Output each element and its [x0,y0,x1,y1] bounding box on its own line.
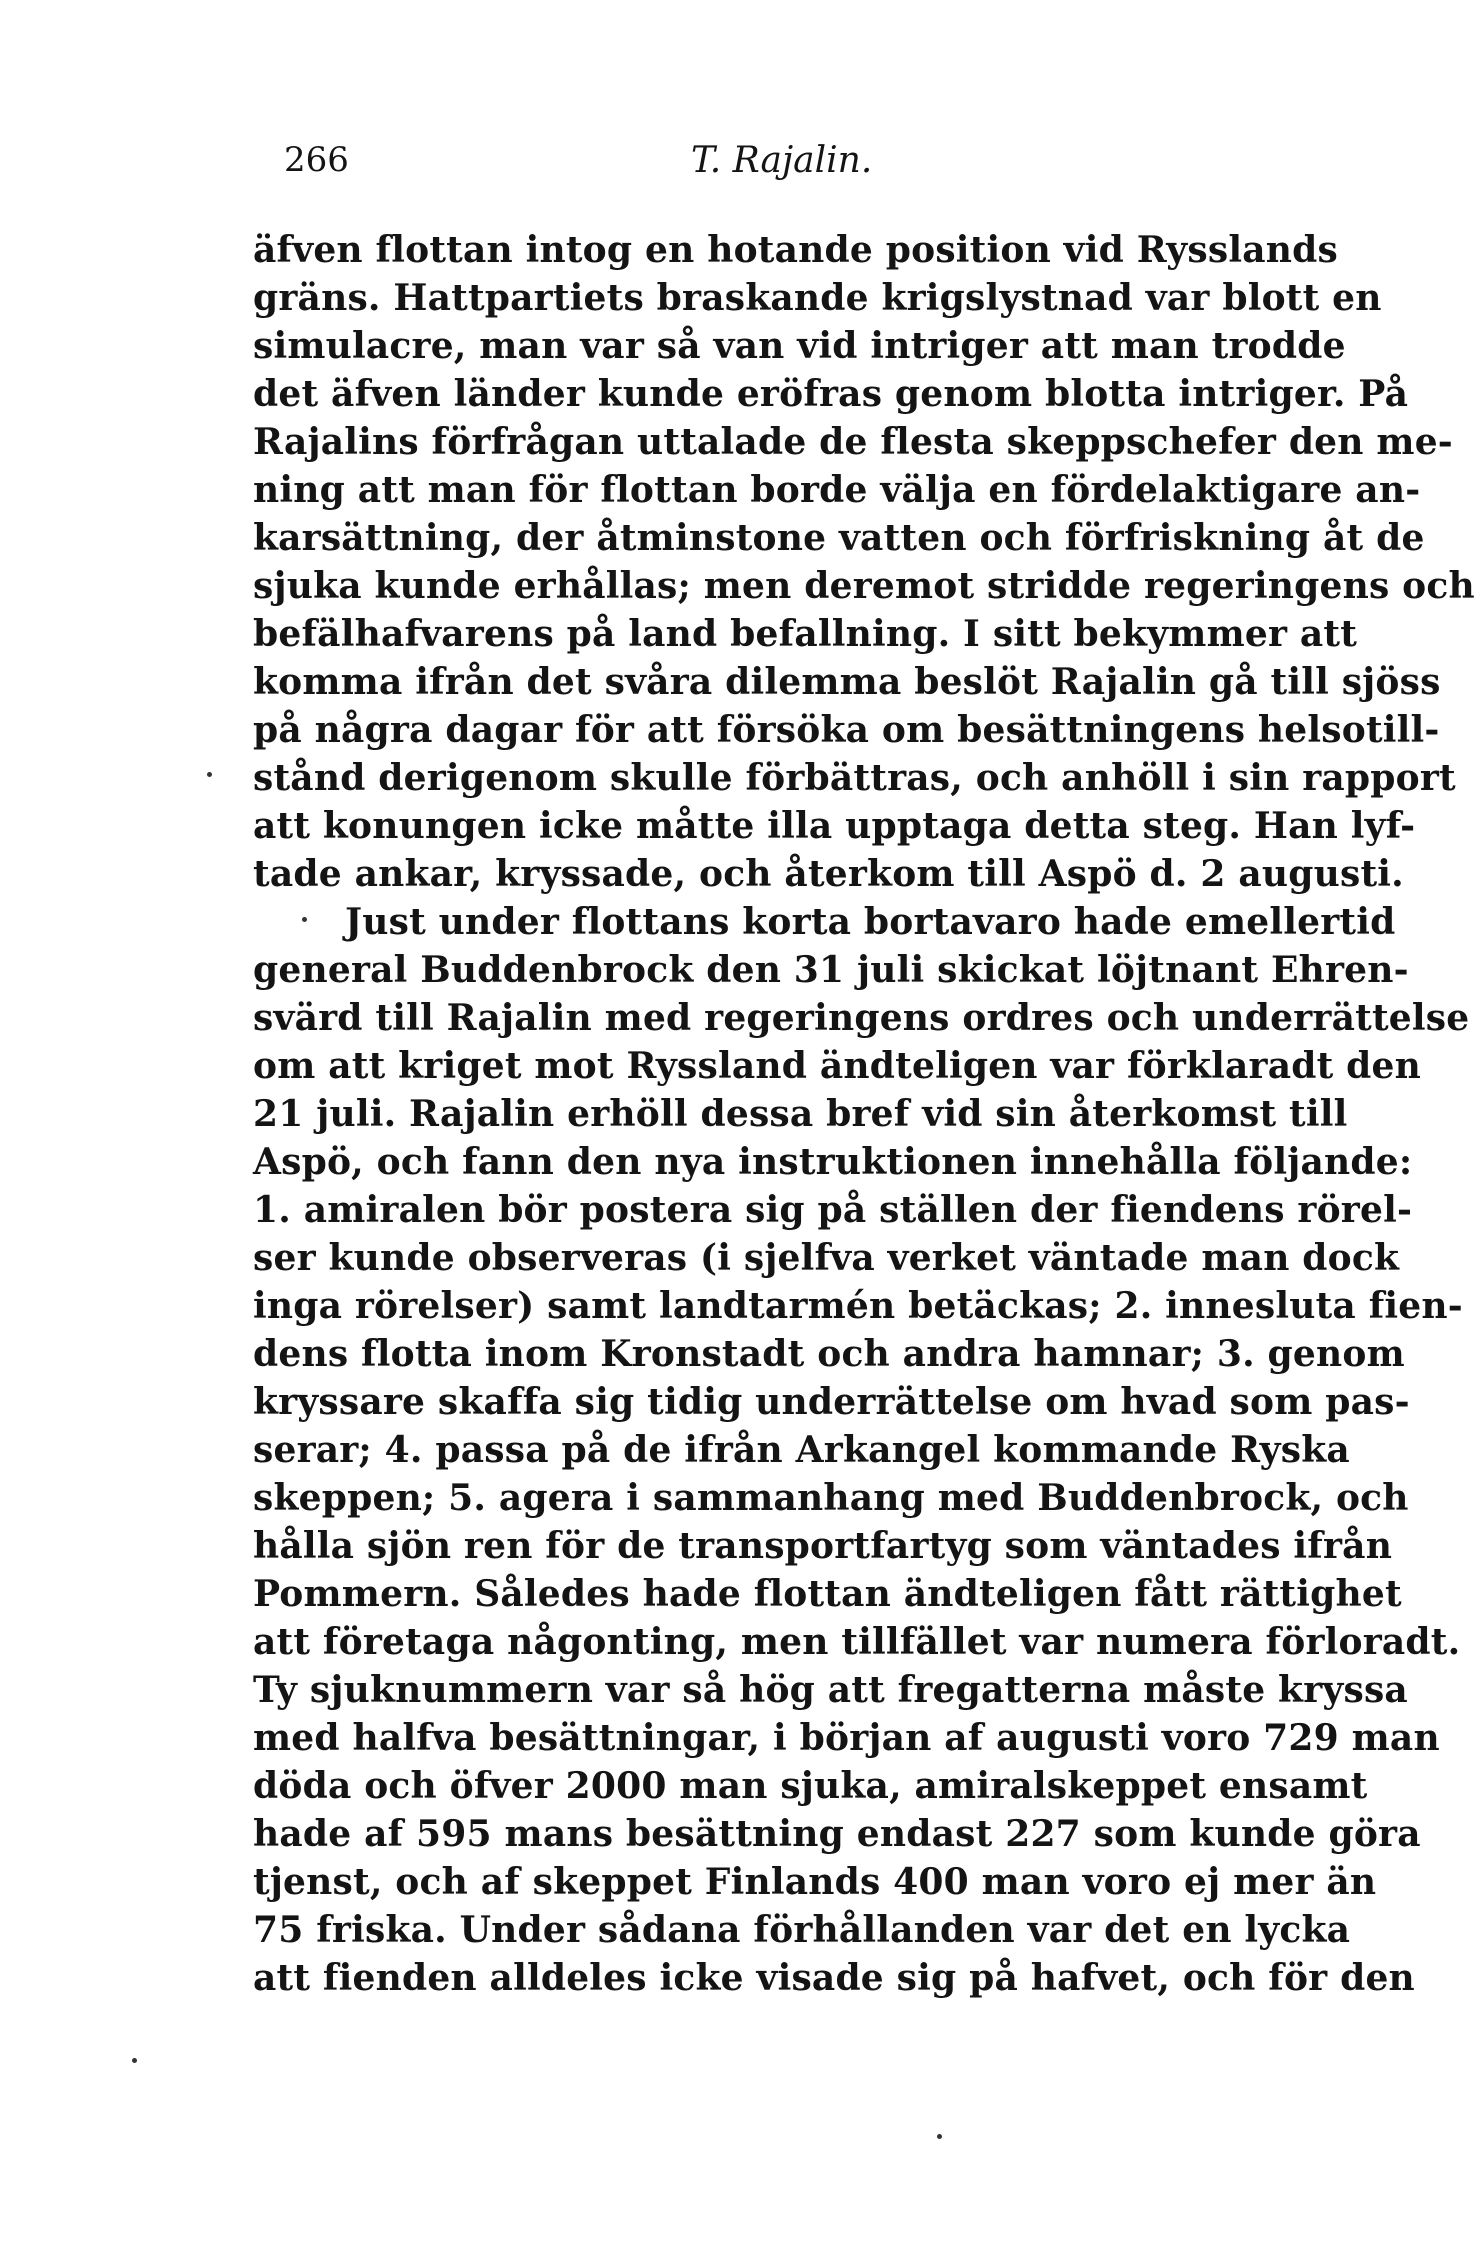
text-line: tjenst, och af skeppet Finlands 400 man voro ej mer än [253,1861,1377,1903]
text-line: befälhafvarens på land befallning. I sitt bekymmer att [253,613,1358,655]
paper-speck [132,2058,137,2063]
text-line: att konungen icke måtte illa upptaga detta steg. Han lyf- [253,805,1416,847]
text-line: 1. amiralen bör postera sig på ställen der fiendens rörel- [253,1189,1413,1231]
text-line: sjuka kunde erhållas; men deremot stridde regeringens och [253,565,1475,607]
paper-speck [207,772,212,777]
text-line: Just under flottans korta bortavaro hade emellertid [345,901,1396,943]
text-line: döda och öfver 2000 man sjuka, amiralskeppet ensamt [253,1765,1368,1807]
text-line: på några dagar för att försöka om besättningens helsotill- [253,709,1440,751]
text-line: simulacre, man var så van vid intriger att man trodde [253,325,1346,367]
paper-speck [937,2134,942,2139]
text-line: kryssare skaffa sig tidig underrättelse om hvad som pas- [253,1381,1410,1423]
text-line: svärd till Rajalin med regeringens ordres och underrättelse [253,997,1470,1039]
text-line: ser kunde observeras (i sjelfva verket väntade man dock [253,1237,1400,1279]
text-line: skeppen; 5. agera i sammanhang med Buddenbrock, och [253,1477,1409,1519]
text-line: komma ifrån det svåra dilemma beslöt Rajalin gå till sjöss [253,661,1441,703]
text-line: med halfva besättningar, i början af augusti voro 729 man [253,1717,1440,1759]
text-line: inga rörelser) samt landtarmén betäckas; 2. innesluta fien- [253,1285,1463,1327]
text-line: serar; 4. passa på de ifrån Arkangel kommande Ryska [253,1429,1350,1471]
text-line: dens flotta inom Kronstadt och andra hamnar; 3. genom [253,1333,1405,1375]
text-line: 21 juli. Rajalin erhöll dessa bref vid sin återkomst till [253,1093,1348,1135]
text-line: hade af 595 mans besättning endast 227 som kunde göra [253,1813,1421,1855]
text-line: tade ankar, kryssade, och återkom till Aspö d. 2 augusti. [253,853,1404,895]
running-head: T. Rajalin. [691,140,873,181]
text-line: Rajalins förfrågan uttalade de flesta skeppschefer den me- [253,421,1453,463]
text-line: Aspö, och fann den nya instruktionen innehålla följande: [253,1141,1413,1183]
text-line: äfven flottan intog en hotande position vid Rysslands [253,229,1338,271]
text-line: Ty sjuknummern var så hög att fregatterna måste kryssa [253,1669,1408,1711]
text-line: hålla sjön ren för de transportfartyg som väntades ifrån [253,1525,1393,1567]
body-text [253,226,1475,2002]
text-line: gräns. Hattpartiets braskande krigslystnad var blott en [253,277,1382,319]
text-line: 75 friska. Under sådana förhållanden var det en lycka [253,1909,1351,1951]
text-line: general Buddenbrock den 31 juli skickat löjtnant Ehren- [253,949,1409,991]
text-line: om att kriget mot Ryssland ändteligen var förklaradt den [253,1045,1422,1087]
text-line: att fienden alldeles icke visade sig på hafvet, och för den [253,1957,1415,1999]
text-line: Pommern. Således hade flottan ändteligen fått rättighet [253,1573,1402,1615]
paper-speck [302,917,307,922]
text-line: att företaga någonting, men tillfället var numera förloradt. [253,1621,1461,1663]
text-line: det äfven länder kunde eröfras genom blotta intriger. På [253,373,1409,415]
page-number: 266 [284,140,349,180]
text-line: ning att man för flottan borde välja en fördelaktigare an- [253,469,1421,511]
page-header [284,140,1300,190]
text-line: karsättning, der åtminstone vatten och förfriskning åt de [253,517,1425,559]
text-line: stånd derigenom skulle förbättras, och anhöll i sin rapport [253,757,1456,799]
